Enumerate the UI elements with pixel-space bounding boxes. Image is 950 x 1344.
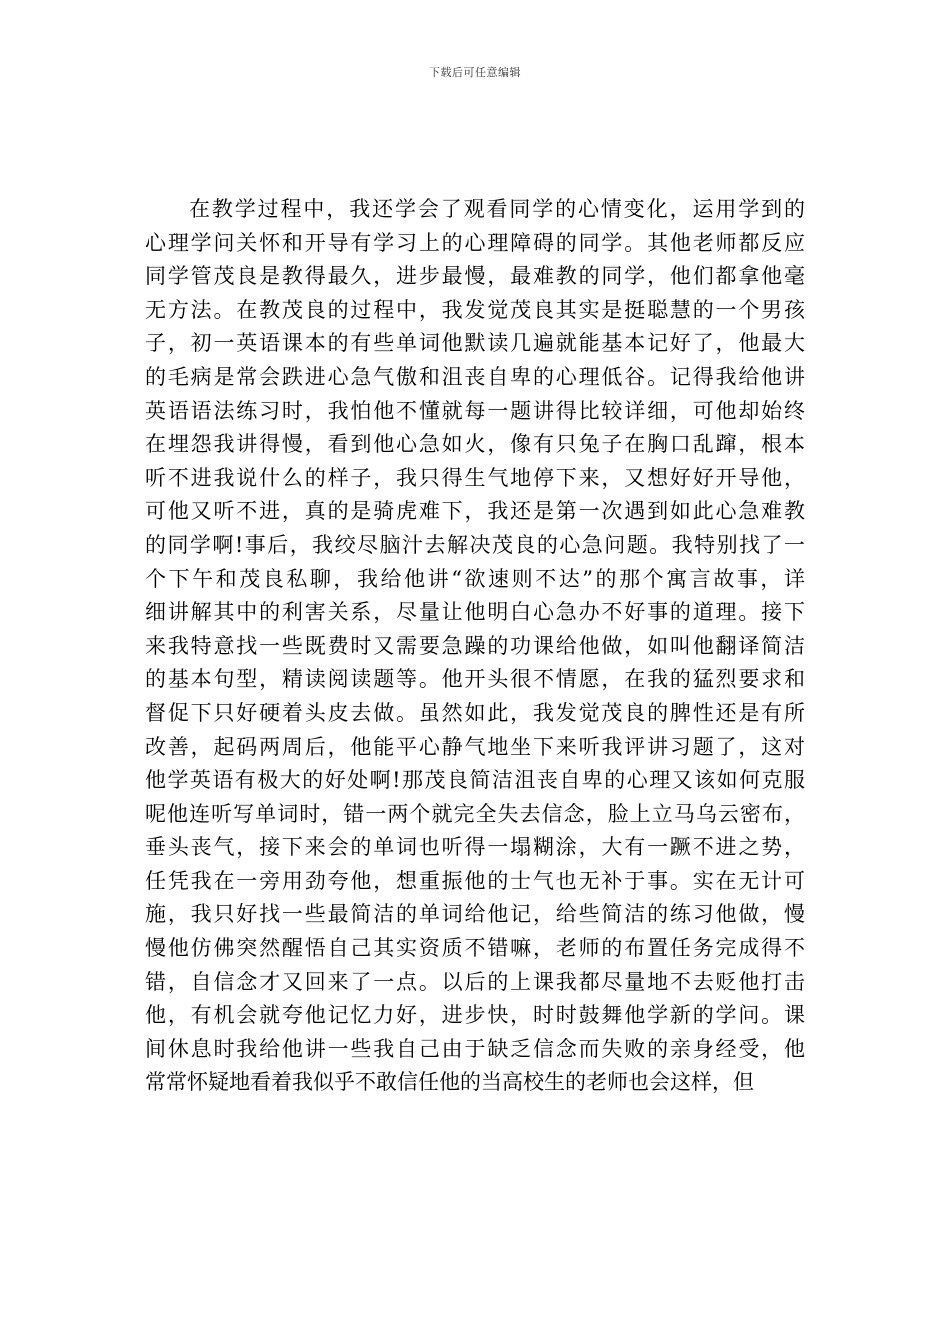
text-line: 细讲解其中的利害关系，尽量让他明白心急办不好事的道理。接下 (145, 600, 805, 625)
text-line: 心理学问关怀和开导有学习上的心理障碍的同学。其他老师都反应 (145, 230, 805, 255)
text-line: 个下午和茂良私聊，我给他讲“欲速则不达”的那个寓言故事，详 (145, 566, 805, 591)
text-line: 的同学啊!事后，我绞尽脑汁去解决茂良的心急问题。我特别找了一 (145, 532, 805, 557)
body-paragraph (145, 193, 805, 1100)
text-line: 的毛病是常会跌进心急气傲和沮丧自卑的心理低谷。记得我给他讲 (145, 364, 805, 389)
text-line: 督促下只好硬着头皮去做。虽然如此，我发觉茂良的脾性还是有所 (145, 700, 805, 725)
text-line: 英语语法练习时，我怕他不懂就每一题讲得比较详细，可他却始终 (145, 398, 805, 423)
text-line: 在教学过程中，我还学会了观看同学的心情变化，运用学到的 (189, 197, 805, 221)
text-line: 他学英语有极大的好处啊!那茂良简洁沮丧自卑的心理又该如何克服 (145, 768, 805, 793)
text-line: 改善，起码两周后，他能平心静气地坐下来听我评讲习题了，这对 (145, 734, 805, 759)
text-line: 施，我只好找一些最简洁的单词给他记，给些简洁的练习他做，慢 (145, 902, 805, 927)
text-line: 的基本句型，精读阅读题等。他开头很不情愿，在我的猛烈要求和 (145, 667, 805, 692)
text-line: 慢他仿佛突然醒悟自己其实资质不错嘛，老师的布置任务完成得不 (145, 936, 805, 961)
text-line: 垂头丧气，接下来会的单词也听得一塌糊涂，大有一蹶不进之势， (145, 835, 805, 860)
text-line: 听不进我说什么的样子，我只得生气地停下来，又想好好开导他， (145, 465, 805, 490)
text-line: 同学管茂良是教得最久，进步最慢，最难教的同学，他们都拿他毫 (145, 264, 805, 289)
text-line: 间休息时我给他讲一些我自己由于缺乏信念而失败的亲身经受，他 (145, 1036, 805, 1061)
text-line: 任凭我在一旁用劲夸他，想重振他的士气也无补于事。实在无计可 (145, 868, 805, 893)
text-line: 错，自信念才又回来了一点。以后的上课我都尽量地不去贬他打击 (145, 969, 805, 994)
text-line: 子，初一英语课本的有些单词他默读几遍就能基本记好了，他最大 (145, 331, 805, 356)
text-line: 常常怀疑地看着我似乎不敢信任他的当高校生的老师也会这样，但 (145, 1070, 754, 1095)
text-line: 可他又听不进，真的是骑虎难下，我还是第一次遇到如此心急难教 (145, 499, 805, 524)
text-line: 无方法。在教茂良的过程中，我发觉茂良其实是挺聪慧的一个男孩 (145, 297, 805, 322)
text-line: 呢他连听写单词时，错一两个就完全失去信念，脸上立马乌云密布， (145, 801, 805, 826)
text-line: 在埋怨我讲得慢，看到他心急如火，像有只兔子在胸口乱蹿，根本 (145, 432, 805, 457)
text-line: 来我特意找一些既费时又需要急躁的功课给他做，如叫他翻译简洁 (145, 633, 805, 658)
page-header: 下载后可任意编辑 (429, 66, 521, 79)
text-line: 他，有机会就夸他记忆力好，进步快，时时鼓舞他学新的学问。课 (145, 1003, 805, 1028)
